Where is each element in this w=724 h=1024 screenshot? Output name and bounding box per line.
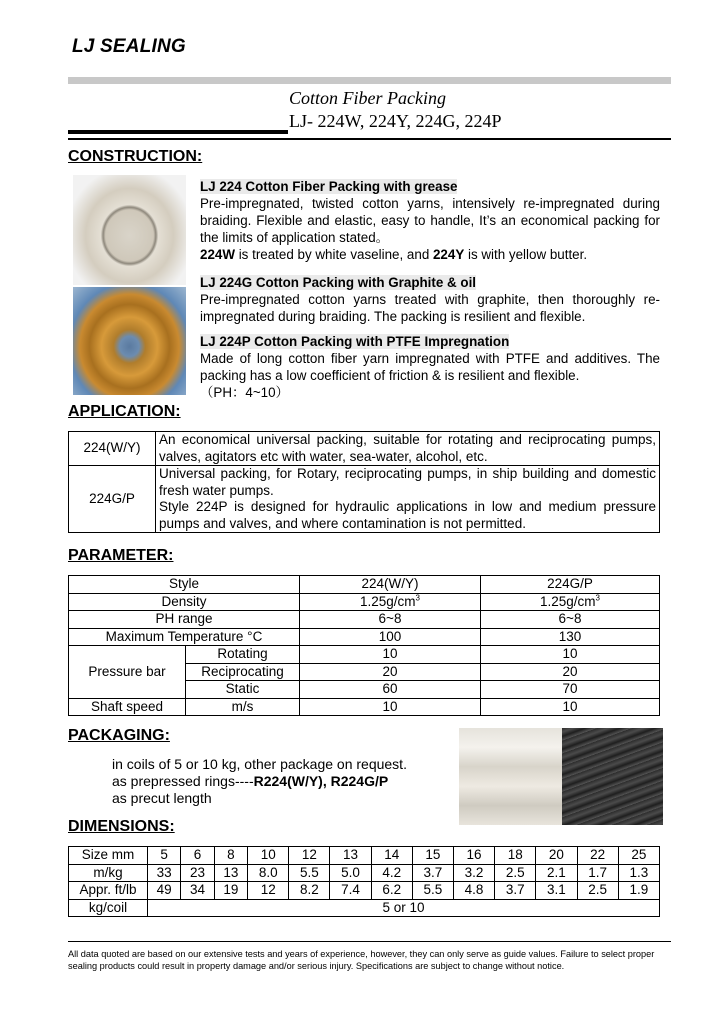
param-unit: m/s	[186, 698, 300, 716]
param-value: 224G/P	[481, 576, 660, 594]
param-value: $1.25g/cm^3$	[300, 593, 481, 611]
table-row	[69, 646, 660, 664]
table-row	[69, 882, 660, 900]
dim-cell: 8.0	[248, 864, 289, 882]
param-label: Shaft speed	[69, 698, 186, 716]
dim-cell: 2.5	[495, 864, 536, 882]
table-row	[69, 698, 660, 716]
param-label: PH range	[69, 611, 300, 629]
application-key: 224(W/Y)	[69, 432, 156, 466]
dim-cell: 3.1	[536, 882, 577, 900]
dim-cell: 34	[181, 882, 214, 900]
dim-cell: 3.2	[453, 864, 494, 882]
dim-cell: 23	[181, 864, 214, 882]
packaging-line: as precut length	[112, 790, 212, 806]
packaging-text	[112, 756, 407, 807]
param-value: 6~8	[481, 611, 660, 629]
parameter-table	[68, 575, 660, 716]
table-row	[69, 847, 660, 865]
table-row	[69, 593, 660, 611]
param-value: 10	[300, 698, 481, 716]
param-value: 20	[481, 663, 660, 681]
item-title: LJ 224 Cotton Fiber Packing with grease	[200, 179, 458, 194]
dim-coil-value: 5 or 10	[148, 899, 660, 917]
dim-cell: 25	[618, 847, 659, 865]
item-ph: （PH：4~10）	[200, 385, 289, 400]
param-sublabel: Rotating	[186, 646, 300, 664]
dim-cell: 12	[289, 847, 330, 865]
table-row	[69, 576, 660, 594]
footer-disclaimer: All data quoted are based on our extensive tests and years of experience, however, they can only serve as guide values. Failure to select proper sealing products could result in property damage and/or serious injury. Specifications are subject to change without notice.	[68, 949, 655, 971]
dim-cell: 8	[214, 847, 247, 865]
dim-cell: 33	[148, 864, 181, 882]
parameter-heading: PARAMETER:	[68, 547, 174, 564]
item-text: Made of long cotton fiber yarn impregnated with PTFE and additives. The packing has a low coefficient of friction & is resilient and flexible.	[200, 351, 660, 383]
dim-cell: 3.7	[495, 882, 536, 900]
dim-row-label: Appr. ft/lb	[69, 882, 148, 900]
application-text: Universal packing, for Rotary, reciprocating pumps, in ship building and domestic fresh water pumps. Style 224P is designed for hydraulic applications in low and medium pressure pumps and valves, and where contamination is not permitted.	[156, 466, 660, 533]
param-value: 10	[481, 646, 660, 664]
brand-logo: LJ SEALING	[72, 36, 186, 57]
dim-cell: 19	[214, 882, 247, 900]
construction-item-224	[200, 178, 660, 263]
param-value: 6~8	[300, 611, 481, 629]
dim-cell: 1.7	[577, 864, 618, 882]
dim-cell: 16	[453, 847, 494, 865]
divider-thick	[68, 130, 288, 134]
dim-cell: 22	[577, 847, 618, 865]
application-heading: APPLICATION:	[68, 403, 181, 420]
param-value: 70	[481, 681, 660, 699]
item-text: Pre-impregnated cotton yarns treated with graphite, then thoroughly re-impregnated during braiding. The packing is resilient and flexible.	[200, 292, 660, 324]
divider	[68, 138, 671, 140]
dim-row-label: Size mm	[69, 847, 148, 865]
packaging-line: in coils of 5 or 10 kg, other package on request.	[112, 756, 407, 772]
dim-cell: 1.3	[618, 864, 659, 882]
construction-item-224p	[200, 333, 660, 401]
dim-cell: 13	[330, 847, 371, 865]
param-value: 224(W/Y)	[300, 576, 481, 594]
param-sublabel: Reciprocating	[186, 663, 300, 681]
dim-row-label: kg/coil	[69, 899, 148, 917]
dim-cell: 2.5	[577, 882, 618, 900]
item-text: Pre-impregnated, twisted cotton yarns, intensively re-impregnated during braiding. Flexible and elastic, easy to handle, It’s an economical packing for the limits of application stated。	[200, 196, 660, 245]
white-packing-image	[459, 728, 563, 825]
dim-cell: 18	[495, 847, 536, 865]
table-row	[69, 466, 660, 533]
construction-heading: CONSTRUCTION:	[68, 148, 203, 165]
dim-cell: 13	[214, 864, 247, 882]
dim-cell: 4.2	[371, 864, 412, 882]
product-models: LJ- 224W, 224Y, 224G, 224P	[289, 111, 502, 131]
dimensions-heading: DIMENSIONS:	[68, 818, 175, 835]
header-bar	[68, 77, 671, 84]
dim-cell: 5.5	[289, 864, 330, 882]
packaging-heading: PACKAGING:	[68, 727, 170, 744]
dim-cell: 6.2	[371, 882, 412, 900]
construction-item-224g	[200, 274, 660, 325]
dim-cell: 14	[371, 847, 412, 865]
item-note: 224W is treated by white vaseline, and 224Y is with yellow butter.	[200, 247, 588, 262]
table-row	[69, 899, 660, 917]
item-title: LJ 224G Cotton Packing with Graphite & oil	[200, 275, 477, 290]
dim-cell: 5.0	[330, 864, 371, 882]
dim-cell: 8.2	[289, 882, 330, 900]
param-value: 10	[300, 646, 481, 664]
dim-cell: 7.4	[330, 882, 371, 900]
cotton-packing-image	[73, 175, 186, 285]
dim-cell: 15	[412, 847, 453, 865]
param-label: Density	[69, 593, 300, 611]
table-row	[69, 432, 660, 466]
table-row	[69, 628, 660, 646]
dim-cell: 10	[248, 847, 289, 865]
dim-cell: 4.8	[453, 882, 494, 900]
application-text: An economical universal packing, suitable for rotating and reciprocating pumps, valves, agitators etc with water, sea-water, alcohol, etc.	[156, 432, 660, 466]
dim-cell: 49	[148, 882, 181, 900]
param-value: 130	[481, 628, 660, 646]
dim-row-label: m/kg	[69, 864, 148, 882]
param-label: Maximum Temperature °C	[69, 628, 300, 646]
product-title: Cotton Fiber Packing	[289, 88, 446, 108]
dim-cell: 1.9	[618, 882, 659, 900]
param-value: 60	[300, 681, 481, 699]
param-sublabel: Static	[186, 681, 300, 699]
dim-cell: 12	[248, 882, 289, 900]
footer-divider	[68, 941, 671, 942]
dim-cell: 5.5	[412, 882, 453, 900]
application-table	[68, 431, 660, 533]
param-label: Pressure bar	[69, 646, 186, 699]
param-value: 20	[300, 663, 481, 681]
table-row	[69, 611, 660, 629]
param-label: Style	[69, 576, 300, 594]
ptfe-packing-image	[73, 287, 186, 395]
item-title: LJ 224P Cotton Packing with PTFE Impregnation	[200, 334, 510, 349]
graphite-packing-image	[562, 728, 663, 825]
dimensions-table	[68, 846, 660, 917]
dim-cell: 6	[181, 847, 214, 865]
param-value: 100	[300, 628, 481, 646]
dim-cell: 3.7	[412, 864, 453, 882]
application-key: 224G/P	[69, 466, 156, 533]
dim-cell: 20	[536, 847, 577, 865]
dim-cell: 5	[148, 847, 181, 865]
table-row	[69, 864, 660, 882]
param-value: 10	[481, 698, 660, 716]
packaging-line: as prepressed rings----R224(W/Y), R224G/P	[112, 773, 389, 789]
param-value: $1.25g/cm^3$	[481, 593, 660, 611]
dim-cell: 2.1	[536, 864, 577, 882]
